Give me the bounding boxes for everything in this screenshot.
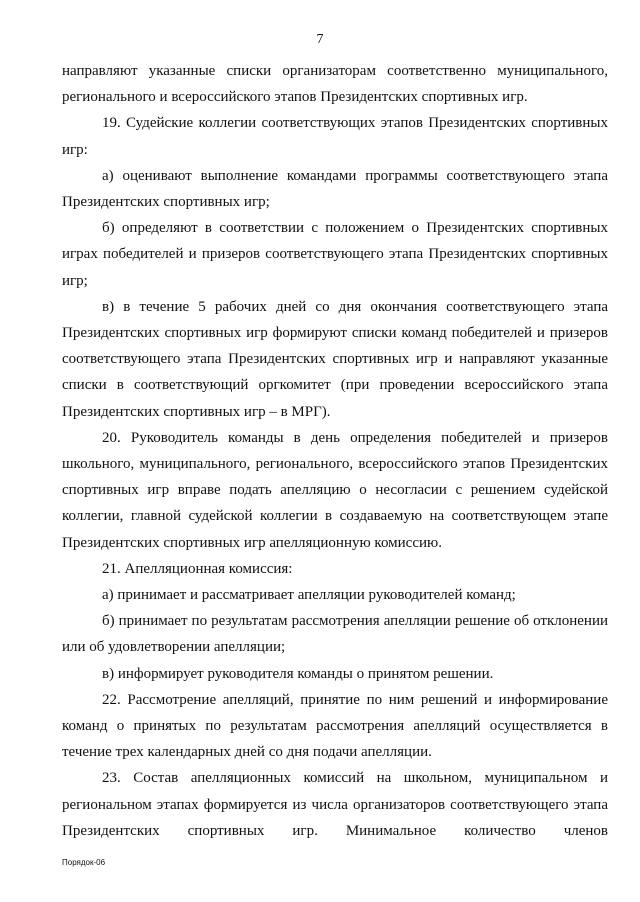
paragraph-21a: а) принимает и рассматривает апелляции руководителей команд; bbox=[102, 587, 516, 604]
paragraph-19: 19. Судейские коллегии соответствующих этапов Президентских спортивных игр: bbox=[62, 115, 608, 158]
document-body bbox=[62, 58, 608, 844]
paragraph-21c: в) информирует руководителя команды о принятом решении. bbox=[102, 665, 494, 682]
paragraph-22: 22. Рассмотрение апелляций, принятие по ним решений и информирование команд о принятых по результатам рассмотрения апелляций осуществляется в течение трех календарных дней со дня подачи апелляции. bbox=[62, 691, 608, 761]
page-number: 7 bbox=[316, 32, 324, 47]
paragraph-20: 20. Руководитель команды в день определения победителей и призеров школьного, муниципального, регионального, всероссийского этапов Президентских спортивных игр вправе подать апелляцию о несогласии с решением судейской коллегии, главной судейской коллегии в создаваемую на соответствующем этапе Президентских спортивных игр апелляционную комиссию. bbox=[62, 429, 608, 551]
paragraph-19b: б) определяют в соответствии с положением о Президентских спортивных играх победителей и призеров соответствующего этапа Президентских спортивных игр; bbox=[62, 220, 608, 289]
paragraph-21b: б) принимает по результатам рассмотрения апелляции решение об отклонении или об удовлетворении апелляции; bbox=[62, 613, 608, 656]
footer-document-code: Порядок-06 bbox=[62, 858, 106, 867]
paragraph-21: 21. Апелляционная комиссия: bbox=[102, 560, 293, 577]
paragraph-continuation: направляют указанные списки организаторам соответственно муниципального, регионального и всероссийского этапов Президентских спортивных игр. bbox=[62, 63, 608, 106]
paragraph-23: 23. Состав апелляционных комиссий на школьном, муниципальном и региональном этапах формируется из числа организаторов соответствующего этапа Президентских спортивных игр. Минимальное количество членов bbox=[62, 770, 608, 839]
paragraph-19c: в) в течение 5 рабочих дней со дня окончания соответствующего этапа Президентских спортивных игр формируют списки команд победителей и призеров соответствующего этапа Президентских спортивных игр и направляют указанные списки в соответствующий оргкомитет (при проведении всероссийского этапа Президентских спортивных игр – в МРГ). bbox=[62, 298, 608, 420]
paragraph-19a: а) оценивают выполнение командами программы соответствующего этапа Президентских спортивных игр; bbox=[62, 167, 608, 211]
